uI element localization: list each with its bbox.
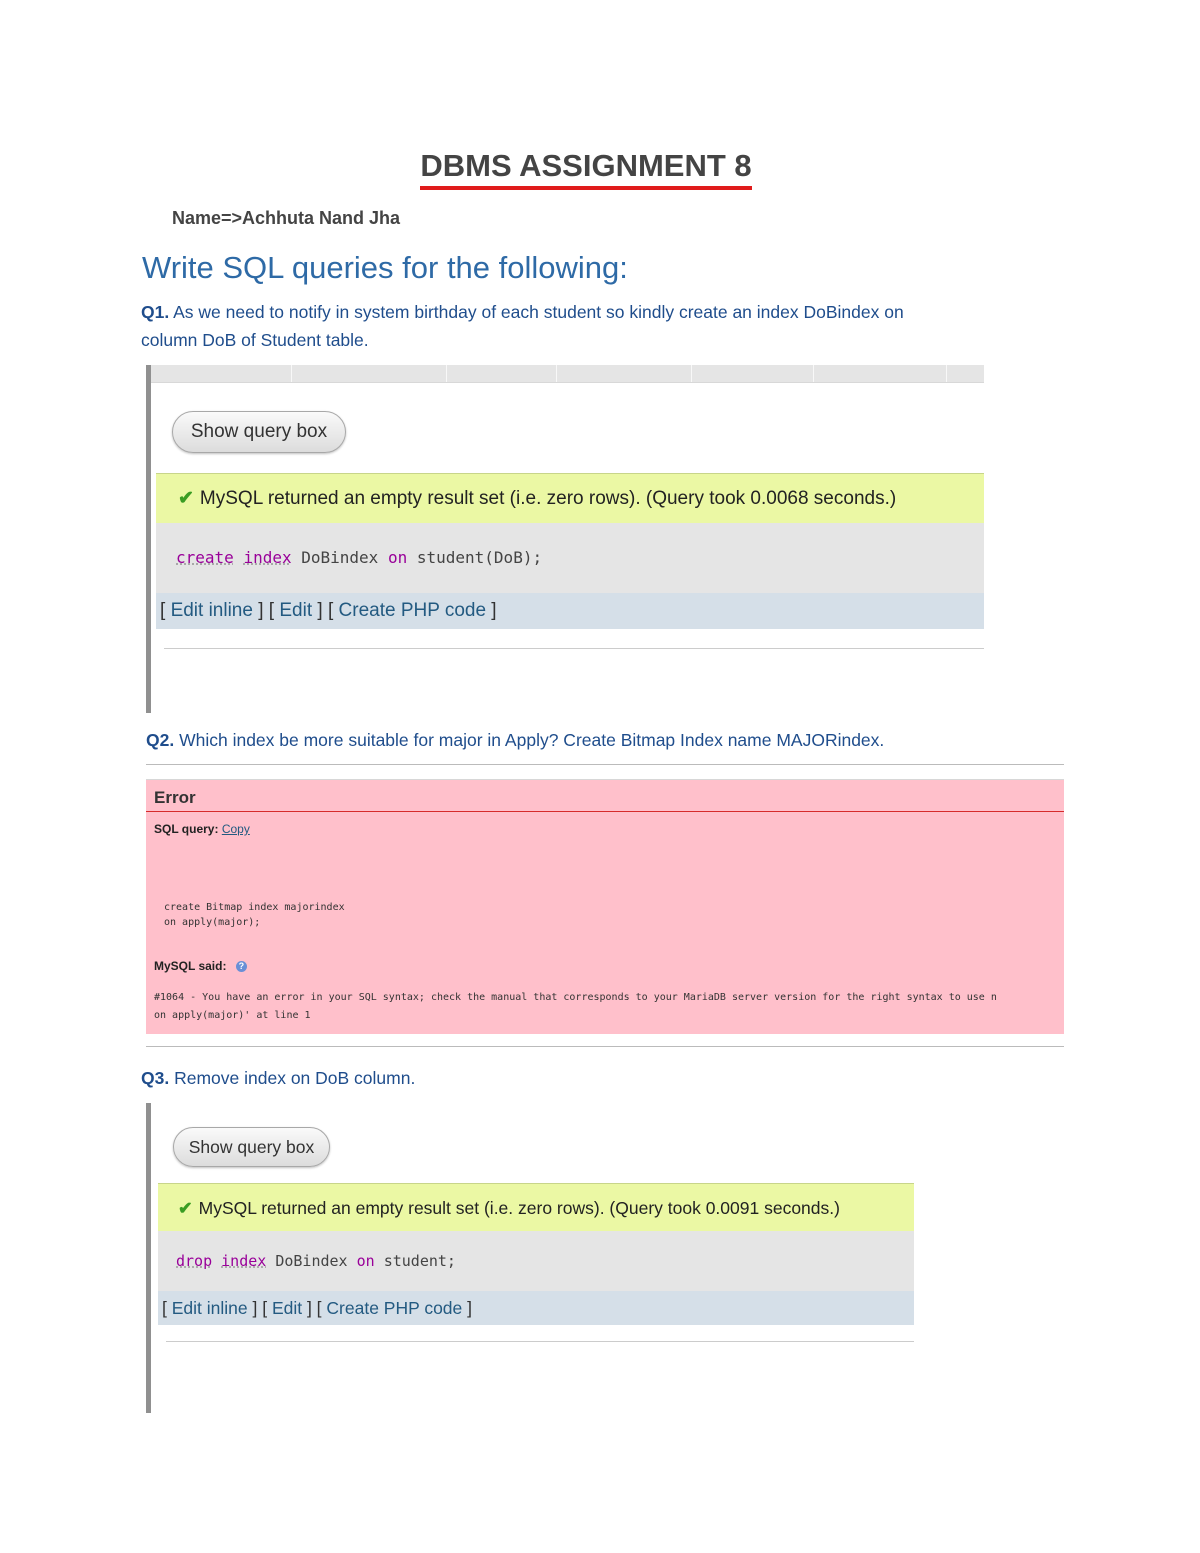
checkmark-icon: ✔ <box>178 488 194 509</box>
help-icon[interactable]: ? <box>236 961 247 972</box>
sql-identifier: student(DoB); <box>416 548 543 567</box>
error-message-line2: on apply(major)' at line 1 <box>154 1010 311 1021</box>
divider <box>166 1341 914 1342</box>
query-links: [ Edit inline ] [ Edit ] [ Create PHP code ] <box>158 1291 914 1325</box>
question-3 <box>141 1064 415 1092</box>
divider <box>164 648 984 649</box>
sql-identifier: student; <box>383 1252 456 1270</box>
sql-keyword[interactable]: index <box>221 1252 267 1270</box>
sql-query-label-row <box>154 822 250 836</box>
screenshot-q2 <box>146 764 1064 1049</box>
question-2-number: Q2. <box>146 730 175 750</box>
left-border <box>146 365 151 713</box>
sql-query-display <box>158 1231 914 1291</box>
edit-link[interactable]: Edit <box>279 600 313 621</box>
query-links: [ Edit inline ] [ Edit ] [ Create PHP code ] <box>156 593 984 629</box>
tab-strip <box>151 365 984 383</box>
divider <box>146 1046 1064 1047</box>
checkmark-icon: ✔ <box>178 1198 193 1218</box>
student-name: Name=>Achhuta Nand Jha <box>172 208 401 228</box>
error-message-line1: #1064 - You have an error in your SQL syntax; check the manual that corresponds to your MariaDB server version for the right syntax to use n <box>154 992 997 1003</box>
question-3-text: Remove index on DoB column. <box>174 1068 416 1088</box>
sql-keyword: on <box>356 1252 375 1270</box>
document-title <box>0 148 1172 190</box>
edit-link[interactable]: Edit <box>271 1298 303 1318</box>
edit-inline-link[interactable]: Edit inline <box>170 600 253 621</box>
document-title-text: DBMS ASSIGNMENT 8 <box>420 148 751 190</box>
error-divider <box>146 811 1064 812</box>
question-3-number: Q3. <box>141 1068 170 1088</box>
success-message-text: MySQL returned an empty result set (i.e. zero rows). (Query took 0.0068 seconds.) <box>199 488 897 509</box>
sql-keyword[interactable]: drop <box>176 1252 213 1270</box>
question-2 <box>146 726 884 754</box>
question-1-number: Q1. <box>141 302 170 322</box>
mysql-said-label: MySQL said: <box>154 959 227 973</box>
error-title: Error <box>154 788 196 807</box>
create-php-code-link[interactable]: Create PHP code <box>326 1298 463 1318</box>
sql-keyword[interactable]: create <box>176 548 234 567</box>
copy-link[interactable]: Copy <box>221 822 250 836</box>
error-panel <box>146 779 1064 1034</box>
question-2-text: Which index be more suitable for major in Apply? Create Bitmap Index name MAJORindex. <box>179 730 885 750</box>
success-message-text: MySQL returned an empty result set (i.e. zero rows). (Query took 0.0091 seconds.) <box>198 1198 840 1218</box>
sql-query-display <box>156 523 984 593</box>
question-1-text-line2: column DoB of Student table. <box>141 330 369 350</box>
sql-query-label: SQL query: <box>154 822 219 836</box>
sql-keyword: on <box>387 548 408 567</box>
sql-identifier: DoBindex <box>301 548 379 567</box>
create-php-code-link[interactable]: Create PHP code <box>338 600 487 621</box>
error-query-line2: on apply(major); <box>164 917 261 928</box>
screenshot-q3 <box>146 1103 914 1413</box>
question-1-text: As we need to notify in system birthday of each student so kindly create an index DoBindex on <box>173 302 904 322</box>
question-1 <box>141 298 904 354</box>
left-border <box>146 1103 151 1413</box>
edit-inline-link[interactable]: Edit inline <box>171 1298 248 1318</box>
sql-keyword[interactable]: index <box>243 548 292 567</box>
show-query-box-button[interactable]: Show query box <box>172 411 346 453</box>
sql-identifier: DoBindex <box>275 1252 348 1270</box>
error-query-line1: create Bitmap index majorindex <box>164 902 345 913</box>
section-heading: Write SQL queries for the following: <box>142 250 628 285</box>
success-message <box>158 1183 914 1231</box>
screenshot-q1 <box>146 365 984 713</box>
mysql-said-row <box>154 959 247 973</box>
divider <box>146 764 1064 765</box>
success-message <box>156 473 984 523</box>
show-query-box-button[interactable]: Show query box <box>173 1127 330 1167</box>
